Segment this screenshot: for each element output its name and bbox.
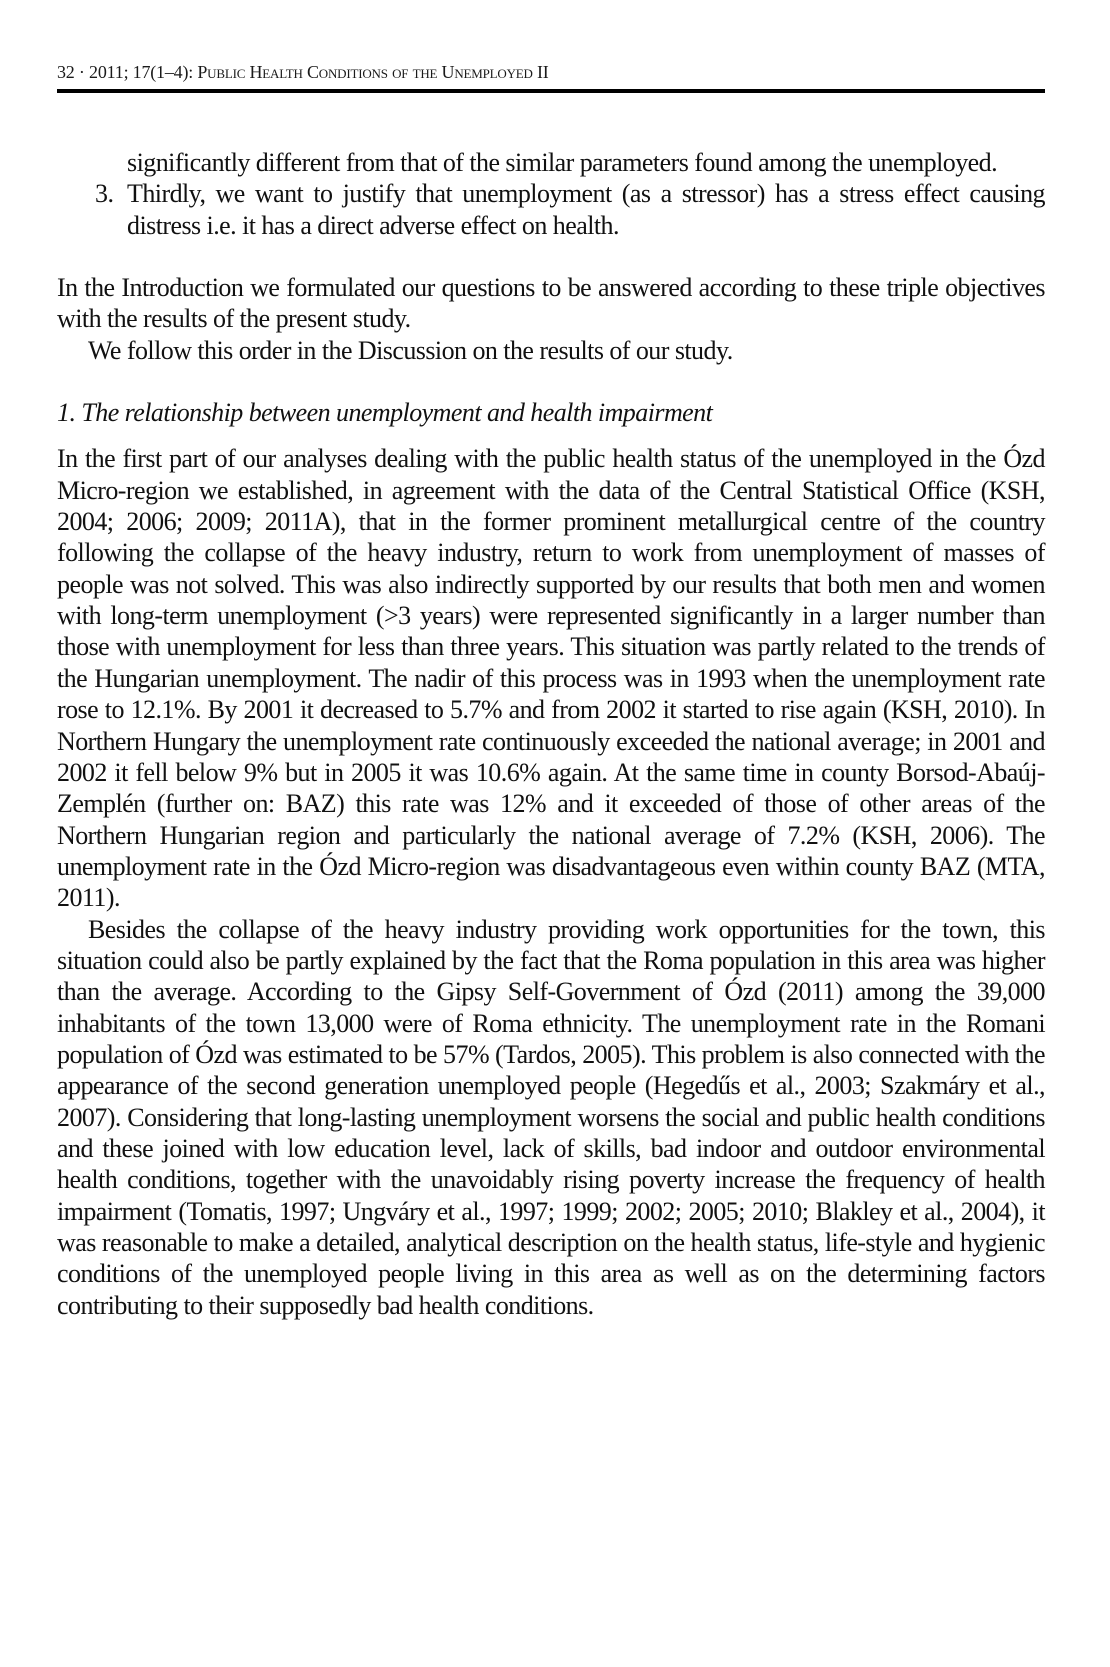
body-paragraph: Besides the collapse of the heavy industry providing work opportunities for the town, this situation could also be partly explained by the fact that the Roma population in this area was higher than the average. According to the Gipsy Self-Government of Ózd (2011) among the 39,000 inhabitants of the town 13,000 were of Roma ethnicity. The unemployment rate in the Romani population of Ózd was estimated to be 57% (Tardos, 2005). This problem is also connected with the appearance of the second generation unemployed people (Hegedűs et al., 2003; Szakmáry et al., 2007). Considering that long-lasting unemployment worsens the social and public health conditions and these joined with low education level, lack of skills, bad indoor and outdoor environmental health conditions, together with the unavoidably rising poverty increase the frequency of health impairment (Tomatis, 1997; Ungváry et al., 1997; 1999; 2002; 2005; 2010; Blakley et al., 2004), it was reasonable to make a detailed, analytical description on the health status, life-style and hygienic conditions of the unemployed people living in this area as well as on the determining factors contributing to their supposedly bad health conditions. [57, 914, 1045, 1320]
body-text [57, 147, 1045, 1321]
page-number: 32 [57, 62, 75, 82]
journal-issue: 2011; 17(1–4): [89, 62, 194, 82]
body-paragraph: In the first part of our analyses dealing with the public health status of the unemployed in the Ózd Micro-region we established, in agreement with the data of the Central Statistical Office (KSH, 2004; 2006; 2009; 2011A), that in the former prominent metallurgical centre of the country following the collapse of the heavy industry, return to work from unemployment of masses of people was not solved. This was also indirectly supported by our results that both men and women with long-term unemployment (>3 years) were represented significantly in a larger number than those with unemployment for less than three years. This situation was partly related to the trends of the Hungarian unemployment. The nadir of this process was in 1993 when the unemployment rate rose to 12.1%. By 2001 it decreased to 5.7% and from 2002 it started to rise again (KSH, 2010). In Northern Hungary the unemployment rate continuously exceeded the national average; in 2001 and 2002 it fell below 9% but in 2005 it was 10.6% again. At the same time in county Borsod-Abaúj-Zemplén (further on: BAZ) this rate was 12% and it exceeded of those of other areas of the Northern Hungarian region and particularly the national average of 7.2% (KSH, 2006). The unemployment rate in the Ózd Micro-region was disadvantageous even within county BAZ (MTA, 2011). [57, 444, 1045, 913]
header-rule [57, 89, 1045, 93]
spacer [57, 366, 1045, 397]
article-short-title: Public Health Conditions of the Unemployed II [197, 62, 549, 82]
intro-paragraph: In the Introduction we formulated our questions to be answered according to these triple objectives with the results of the present study. [57, 273, 1045, 334]
spacer [57, 241, 1045, 272]
spacer [57, 428, 1045, 443]
list-item-text: Thirdly, we want to justify that unemployment (as a stressor) has a stress effect causing distress i.e. it has a direct adverse effect on health. [127, 179, 1045, 240]
intro-paragraph: We follow this order in the Discussion on the results of our study. [88, 335, 733, 365]
section-heading: 1. The relationship between unemployment and health impairment [57, 398, 713, 428]
running-head [57, 60, 1045, 84]
list-item [57, 178, 1045, 241]
separator-dot: · [78, 62, 85, 82]
list-item-number: 3. [95, 179, 114, 209]
list-item-continuation: significantly different from that of the similar parameters found among the unemployed. [127, 148, 998, 177]
